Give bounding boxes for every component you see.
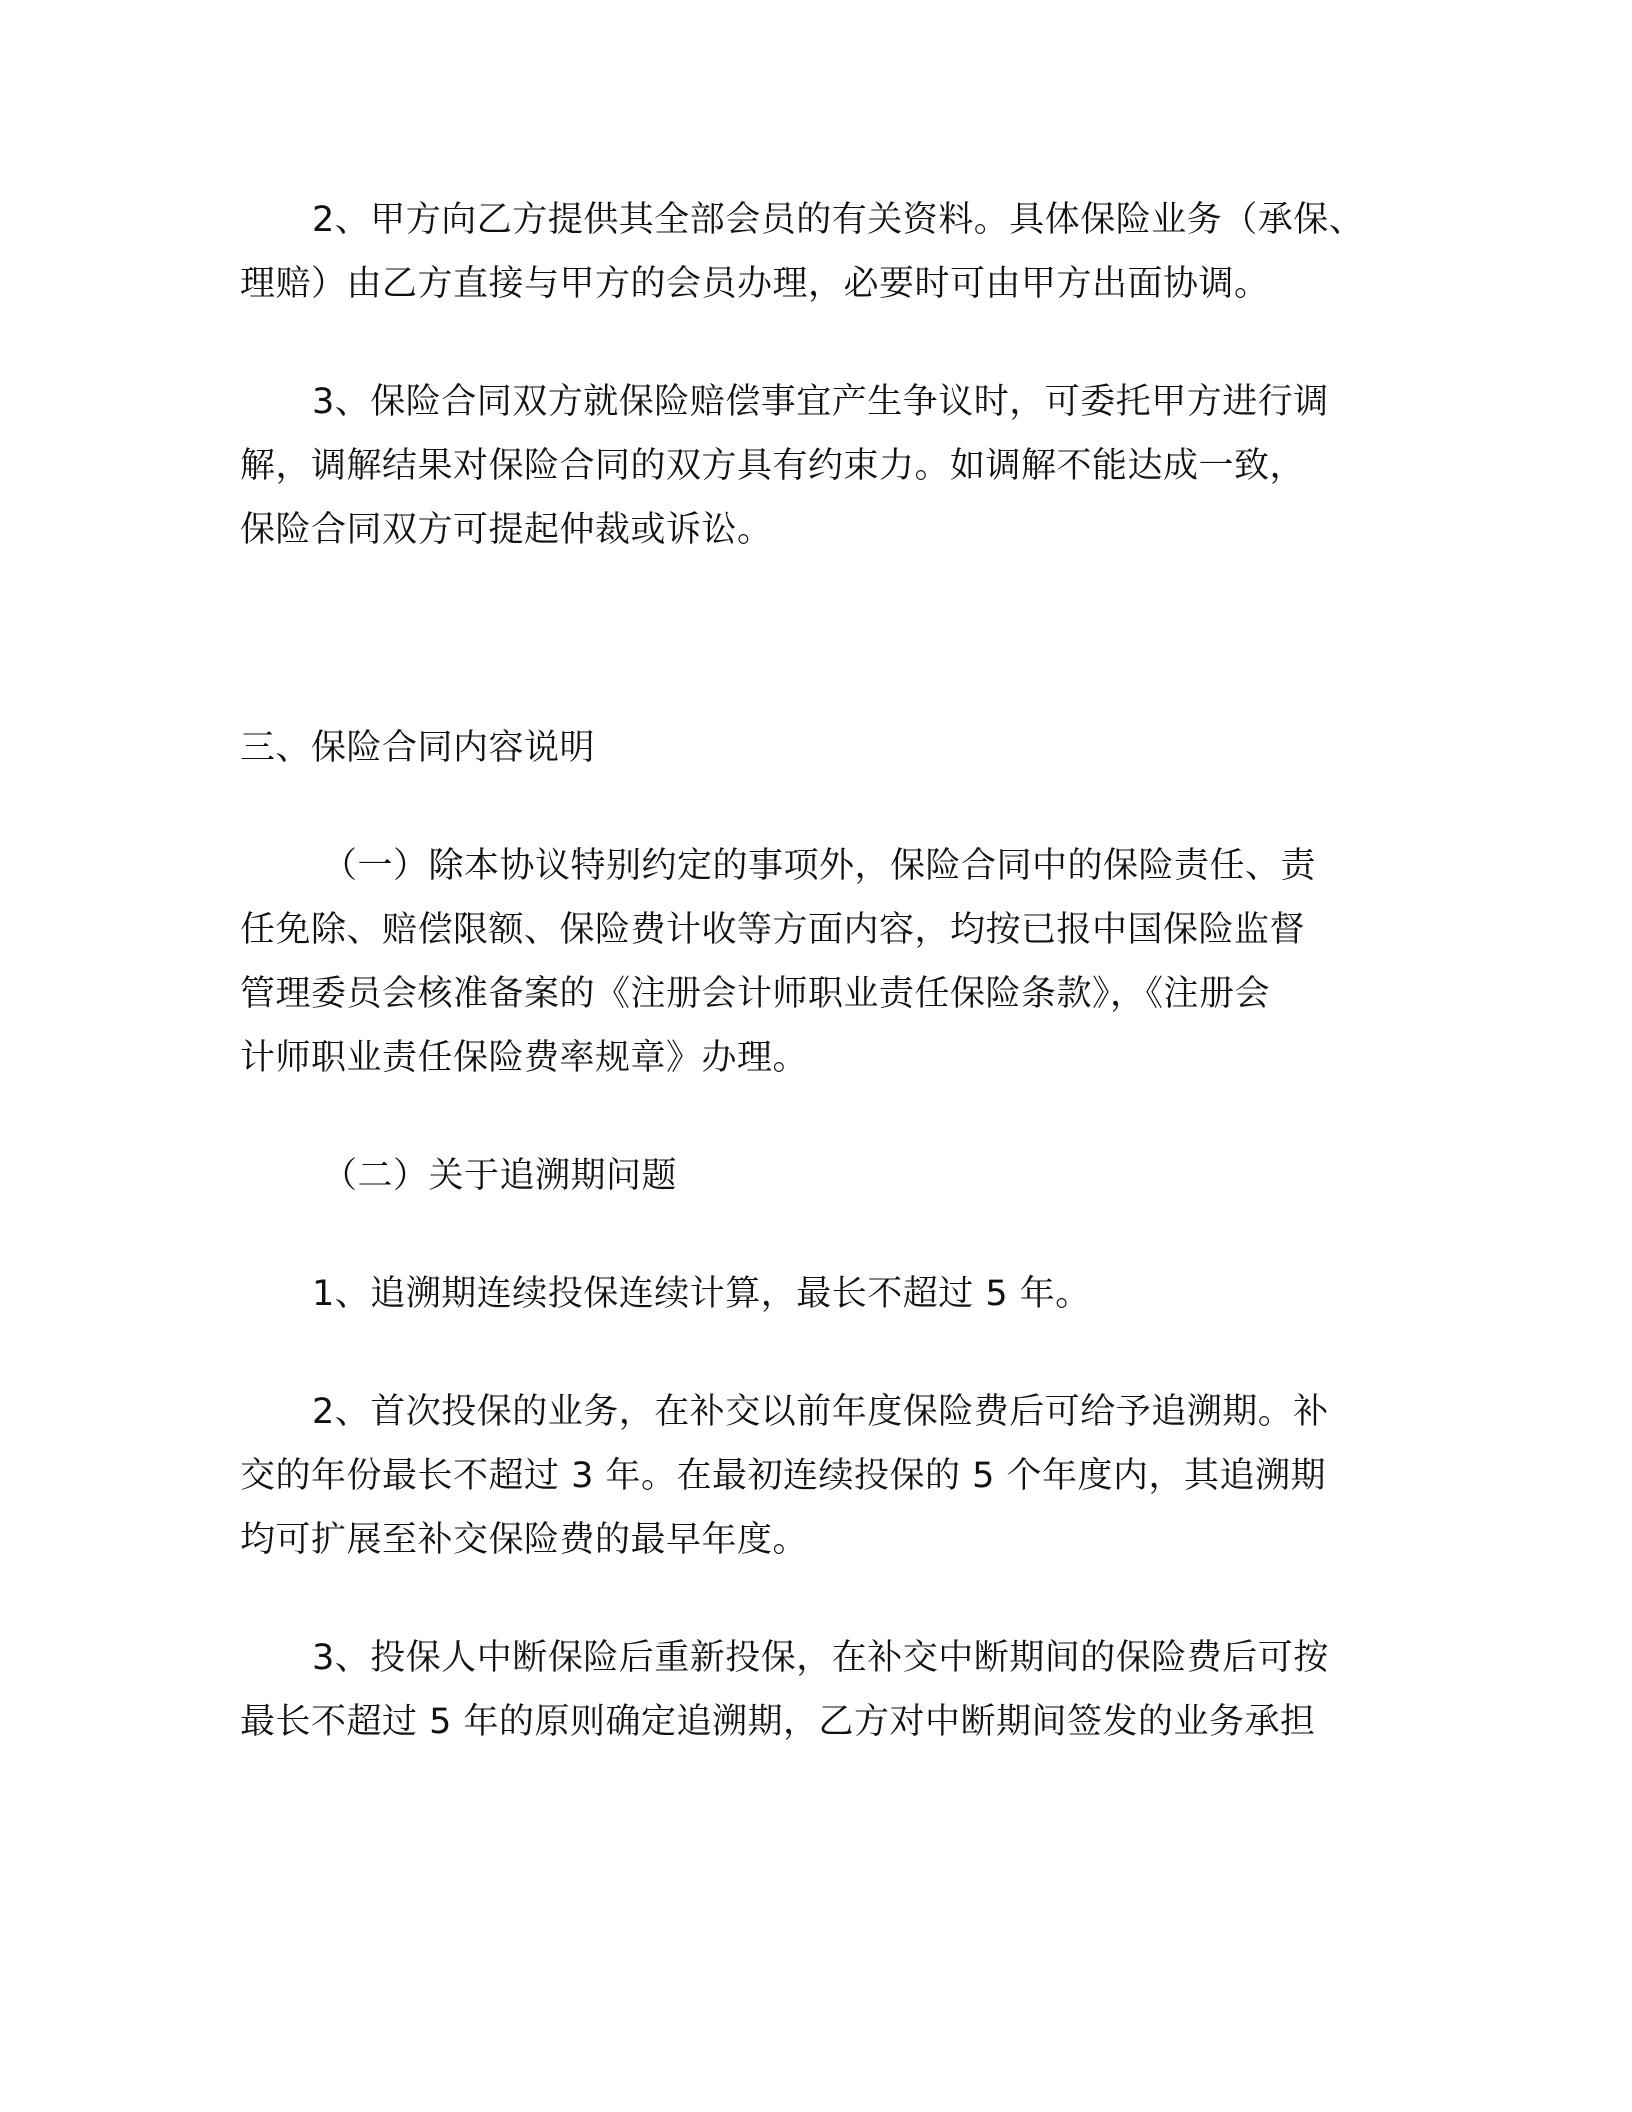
text-line: 管理委员会核准备案的《注册会计师职业责任保险条款》，《注册会	[240, 974, 1271, 1014]
clause-2-member-data	[240, 188, 1390, 316]
section-heading: 三、保险合同内容说明	[240, 728, 596, 768]
text-line: 2、首次投保的业务，在补交以前年度保险费后可给予追溯期。补	[312, 1392, 1329, 1432]
text-line: 3、保险合同双方就保险赔偿事宜产生争议时，可委托甲方进行调	[312, 382, 1329, 422]
item-1-continuous-coverage	[240, 1262, 1390, 1326]
clause-3-dispute-resolution	[240, 370, 1390, 562]
text-line: 交的年份最长不超过 3 年。在最初连续投保的 5 个年度内，其追溯期	[240, 1456, 1327, 1496]
text-line: 理赔）由乙方直接与甲方的会员办理，必要时可由甲方出面协调。	[240, 264, 1270, 304]
text-line: 均可扩展至补交保险费的最早年度。	[240, 1520, 809, 1560]
text-line: 3、投保人中断保险后重新投保，在补交中断期间的保险费后可按	[312, 1638, 1329, 1678]
text-line: 任免除、赔偿限额、保险费计收等方面内容，均按已报中国保险监督	[240, 910, 1306, 950]
text-line: 计师职业责任保险费率规章》办理。	[240, 1038, 809, 1078]
text-line: （一）除本协议特别约定的事项外，保险合同中的保险责任、责	[322, 846, 1317, 886]
section-heading-three	[240, 716, 1390, 780]
subheading-retroactive-period	[240, 1144, 1390, 1208]
text-line: 1、追溯期连续投保连续计算，最长不超过 5 年。	[312, 1274, 1091, 1314]
item-3-interrupted-coverage	[240, 1626, 1390, 1754]
text-line: 保险合同双方可提起仲裁或诉讼。	[240, 510, 773, 550]
document-body	[240, 188, 1390, 1754]
clause-one-contract-terms	[240, 834, 1390, 1090]
subheading: （二）关于追溯期问题	[322, 1156, 678, 1196]
text-line: 最长不超过 5 年的原则确定追溯期，乙方对中断期间签发的业务承担	[240, 1702, 1316, 1742]
text-line: 2、甲方向乙方提供其全部会员的有关资料。具体保险业务（承保、	[312, 200, 1365, 240]
text-line: 解，调解结果对保险合同的双方具有约束力。如调解不能达成一致，	[240, 446, 1306, 486]
item-2-first-time-coverage	[240, 1380, 1390, 1572]
